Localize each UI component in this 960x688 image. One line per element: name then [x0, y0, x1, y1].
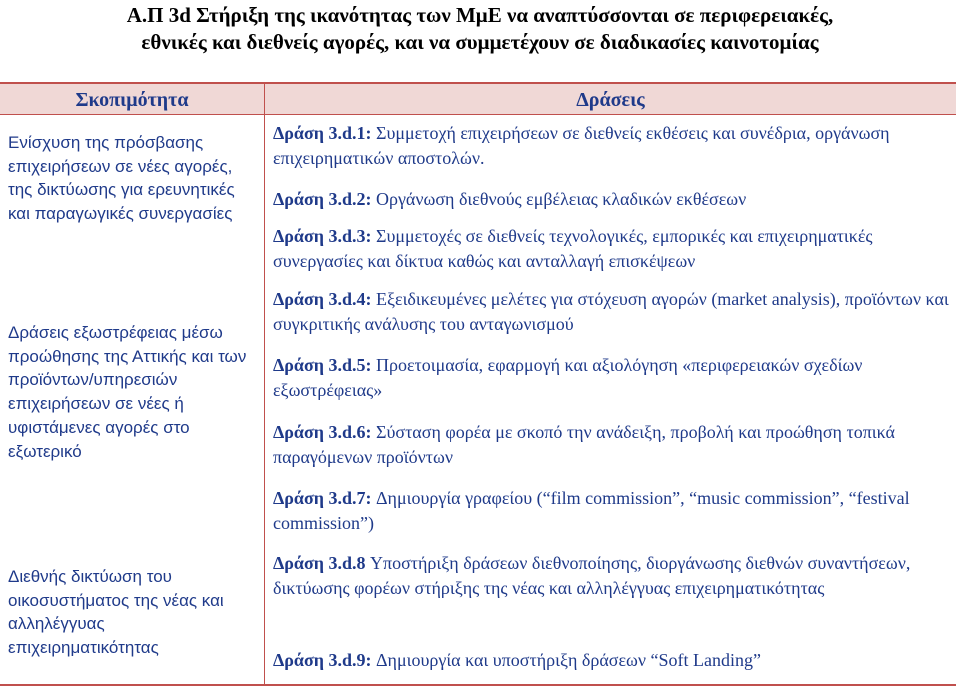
- action-text: Δημιουργία γραφείου (“film commission”, “music commission”, “festival commission”): [273, 488, 910, 533]
- action-text: Προετοιμασία, εφαρμογή και αξιολόγηση «περιφερειακών σχεδίων εξωστρέφειας»: [273, 355, 863, 400]
- action-item: [273, 551, 953, 601]
- action-code: Δράση 3.d.4:: [273, 289, 372, 309]
- action-code: Δράση 3.d.5:: [273, 355, 372, 375]
- objective-1: Ενίσχυση της πρόσβασης επιχειρήσεων σε νέες αγορές, της δικτύωσης για ερευνητικές και παραγωγικές συνεργασίες: [8, 133, 235, 224]
- objectives-column: [0, 115, 264, 686]
- action-item: [273, 287, 953, 337]
- action-code: Δράση 3.d.6:: [273, 422, 372, 442]
- action-text: Δημιουργία και υποστήριξη δράσεων “Soft Landing”: [371, 650, 761, 670]
- action-text: Υποστήριξη δράσεων διεθνοποίησης, διοργάνωσης διεθνών συναντήσεων, δικτύωσης φορέων στήριξης της νέας και αλληλέγγυας επιχειρηματικότητας: [273, 553, 911, 598]
- action-text: Εξειδικευμένες μελέτες για στόχευση αγορών (market analysis), προϊόντων και συγκριτικής ανάλυσης του ανταγωνισμού: [273, 289, 949, 334]
- action-item: [273, 121, 953, 171]
- action-code: Δράση 3.d.8: [273, 553, 366, 573]
- action-item: [273, 420, 953, 470]
- action-code: Δράση 3.d.3:: [273, 226, 372, 246]
- action-item: [273, 648, 953, 673]
- objective-2: Δράσεις εξωστρέφειας μέσω προώθησης της Αττικής και των προϊόντων/υπηρεσιών επιχειρήσεων σε νέες ή υφιστάμενες αγορές στο εξωτερικό: [8, 323, 247, 461]
- action-text: Συμμετοχή επιχειρήσεων σε διεθνείς εκθέσεις και συνέδρια, οργάνωση επιχειρηματικών αποστολών.: [273, 123, 890, 168]
- action-code: Δράση 3.d.7:: [273, 488, 372, 508]
- actions-table: [0, 82, 956, 686]
- title-line-1: Α.Π 3d Στήριξη της ικανότητας των ΜμΕ να αναπτύσσονται σε περιφερειακές,: [126, 3, 834, 27]
- action-code: Δράση 3.d.1:: [273, 123, 372, 143]
- header-objective: Σκοπιμότητα: [0, 82, 264, 115]
- action-item: [273, 224, 953, 274]
- objective-3: Διεθνής δικτύωση του οικοσυστήματος της νέας και αλληλέγγυας επιχειρηματικότητας: [8, 567, 224, 658]
- header-actions: Δράσεις: [264, 82, 956, 115]
- action-item: [273, 353, 953, 403]
- actions-column: [264, 115, 956, 686]
- action-text: Σύσταση φορέα με σκοπό την ανάδειξη, προβολή και προώθηση τοπικά παραγόμενων προϊόντων: [273, 422, 895, 467]
- page-title: [0, 2, 960, 56]
- action-text: Οργάνωση διεθνούς εμβέλειας κλαδικών εκθέσεων: [371, 189, 747, 209]
- action-text: Συμμετοχές σε διεθνείς τεχνολογικές, εμπορικές και επιχειρηματικές συνεργασίες και δίκτυα καθώς και ανταλλαγή επισκέψεων: [273, 226, 873, 271]
- action-item: [273, 187, 953, 212]
- action-code: Δράση 3.d.2:: [273, 189, 372, 209]
- title-line-2: εθνικές και διεθνείς αγορές, και να συμμετέχουν σε διαδικασίες καινοτομίας: [141, 30, 819, 54]
- action-code: Δράση 3.d.9:: [273, 650, 372, 670]
- action-item: [273, 486, 953, 536]
